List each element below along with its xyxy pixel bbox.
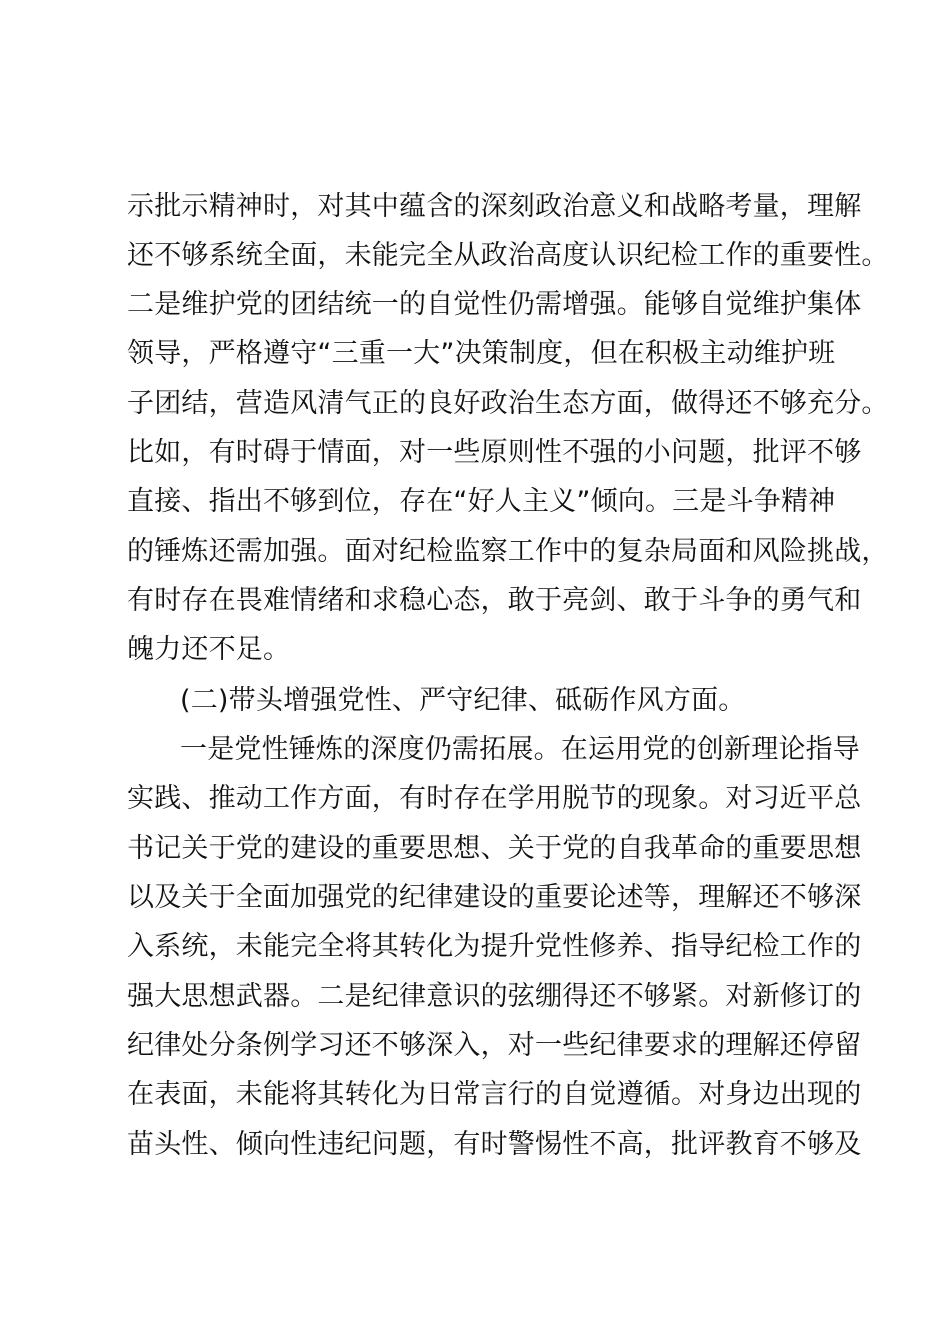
text-line: 强大思想武器。二是纪律意识的弦绷得还不够紧。对新修订的 (127, 981, 862, 1012)
text-line: 示批示精神时，对其中蕴含的深刻政治意义和战略考量，理解 (127, 191, 862, 222)
text-line: 直接、指出不够到位，存在“好人主义”倾向。三是斗争精神 (127, 486, 836, 517)
text-line: 书记关于党的建设的重要思想、关于党的自我革命的重要思想 (127, 833, 862, 864)
text-line: 苗头性、倾向性违纪问题，有时警惕性不高，批评教育不够及 (127, 1129, 862, 1160)
text-line: 一是党性锤炼的深度仍需拓展。在运用党的创新理论指导 (180, 734, 860, 765)
text-line: 子团结，营造风清气正的良好政治生态方面，做得还不够充分。 (127, 388, 889, 419)
text-line: 的锤炼还需加强。面对纪检监察工作中的复杂局面和风险挑战， (127, 536, 889, 567)
text-line: 纪律处分条例学习还不够深入，对一些纪律要求的理解还停留 (127, 1030, 862, 1061)
text-line: 二是维护党的团结统一的自觉性仍需增强。能够自觉维护集体 (127, 289, 862, 320)
text-line: 有时存在畏难情绪和求稳心态，敢于亮剑、敢于斗争的勇气和 (127, 585, 862, 616)
text-line: 入系统，未能完全将其转化为提升党性修养、指导纪检工作的 (127, 931, 862, 962)
text-line: 比如，有时碍于情面，对一些原则性不强的小问题，批评不够 (127, 437, 862, 468)
text-line: 实践、推动工作方面，有时存在学用脱节的现象。对习近平总 (127, 783, 862, 814)
text-line: 在表面，未能将其转化为日常言行的自觉遵循。对身边出现的 (127, 1079, 862, 1110)
text-line: 魄力还不足。 (127, 634, 291, 665)
text-line: 领导，严格遵守“三重一大”决策制度，但在积极主动维护班 (127, 338, 836, 369)
section-heading: (二)带头增强党性、严守纪律、砥砺作风方面。 (180, 685, 746, 716)
text-line: 以及关于全面加强党的纪律建设的重要论述等，理解还不够深 (127, 882, 862, 913)
text-line: 还不够系统全面，未能完全从政治高度认识纪检工作的重要性。 (127, 240, 889, 271)
